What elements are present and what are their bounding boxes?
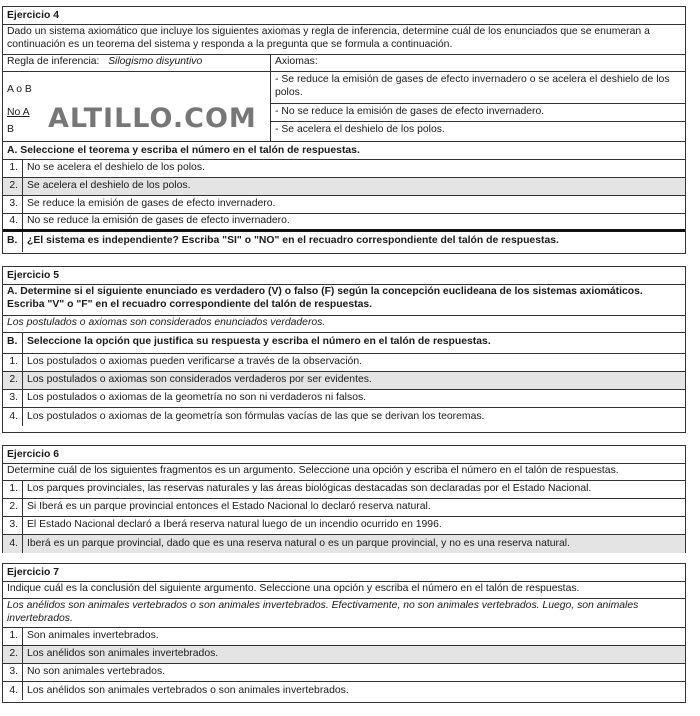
rule-axioms-header bbox=[3, 55, 685, 72]
option-text: No se reduce la emisión de gases de efecto invernadero. bbox=[27, 215, 290, 227]
ejercicio-5-question-a: A. Determine si el siguiente enunciado es verdadero (V) o falso (F) según la concepción euclideana de los sistemas axiomáticos. Escriba "V" o "F" en el recuadro correspondiente del talón de respuestas. bbox=[3, 285, 685, 316]
option-number: 4. bbox=[3, 682, 23, 700]
option-number: 2. bbox=[3, 646, 23, 663]
ejercicio-4-title: Ejercicio 4 bbox=[3, 7, 685, 25]
option-row bbox=[3, 499, 685, 517]
option-row bbox=[3, 682, 685, 700]
option-text: Son animales invertebrados. bbox=[27, 630, 159, 642]
premise-2: No A bbox=[7, 107, 30, 118]
option-text: Iberá es un parque provincial, dado que es una reserva natural o es un parque provincial, y no es una reserva natural. bbox=[27, 537, 570, 549]
axiom-2: - No se reduce la emisión de gases de efecto invernadero. bbox=[271, 104, 685, 122]
option-text: Los anélidos son animales invertebrados. bbox=[27, 648, 219, 660]
option-number: 1. bbox=[3, 160, 23, 177]
question-b-text: ¿El sistema es independiente? Escriba "SI" o "NO" en el recuadro correspondiente del talón de respuestas. bbox=[27, 235, 559, 246]
option-text: Los parques provinciales, las reservas naturales y las áreas biológicas destacadas son declaradas por el Estado Nacional. bbox=[27, 483, 592, 495]
option-number: 2. bbox=[3, 372, 23, 389]
option-text: Si Iberá es un parque provincial entonces el Estado Nacional lo declaró reserva natural. bbox=[27, 501, 431, 513]
option-number: 3. bbox=[3, 390, 23, 407]
axioms-list bbox=[271, 72, 685, 141]
premise-1: A o B bbox=[7, 84, 32, 95]
option-text: El Estado Nacional declaró a Iberá reserva natural luego de un incendio ocurrido en 1996. bbox=[27, 519, 442, 531]
ejercicio-7-title: Ejercicio 7 bbox=[3, 564, 685, 582]
ejercicio-5-title: Ejercicio 5 bbox=[3, 267, 685, 285]
option-number: 1. bbox=[3, 481, 23, 498]
option-row bbox=[3, 178, 685, 196]
option-text: Se reduce la emisión de gases de efecto invernadero. bbox=[27, 198, 276, 210]
option-number: 3. bbox=[3, 196, 23, 213]
ejercicio-7-argument: Los anélidos son animales vertebrados o son animales invertebrados. Efectivamente, no son animales vertebrados. Luego, son animales invertebrados. bbox=[3, 599, 685, 628]
option-number: 3. bbox=[3, 517, 23, 534]
option-text: Los postulados o axiomas de la geometría son fórmulas vacías de las que se derivan los teoremas. bbox=[27, 410, 485, 422]
option-text: Los postulados o axiomas son considerados verdaderos por ser evidentes. bbox=[27, 374, 372, 386]
rule-value: Silogismo disyuntivo bbox=[108, 56, 203, 67]
ejercicio-4-question-a: A. Seleccione el teorema y escriba el número en el talón de respuestas. bbox=[3, 142, 685, 160]
option-row bbox=[3, 160, 685, 178]
option-text: Se acelera el deshielo de los polos. bbox=[27, 180, 191, 192]
ejercicio-4-intro: Dado un sistema axiomático que incluye los siguientes axiomas y regla de inferencia, determine cuál de los enunciados que se enumeran a continuación es un teorema del sistema y responda a la pregunta que se formula a continuación. bbox=[3, 25, 685, 55]
option-row bbox=[3, 628, 685, 646]
option-number: 3. bbox=[3, 664, 23, 681]
option-number: 2. bbox=[3, 178, 23, 195]
option-row bbox=[3, 535, 685, 553]
option-number: 2. bbox=[3, 499, 23, 516]
option-row bbox=[3, 372, 685, 390]
ejercicio-5-statement: Los postulados o axiomas son considerados enunciados verdaderos. bbox=[3, 316, 685, 333]
ejercicio-6-title: Ejercicio 6 bbox=[3, 446, 685, 464]
option-number: 4. bbox=[3, 535, 23, 553]
premise-3: B bbox=[7, 124, 14, 135]
option-text: Los postulados o axiomas de la geometría no son ni verdaderos ni falsos. bbox=[27, 392, 367, 404]
option-row bbox=[3, 196, 685, 214]
ejercicio-6 bbox=[2, 445, 686, 553]
question-b-text: Seleccione la opción que justifica su respuesta y escriba el número en el talón de respuestas. bbox=[27, 336, 491, 347]
ejercicio-4-question-b bbox=[3, 232, 685, 252]
ejercicio-6-intro: Determine cuál de los siguientes fragmentos es un argumento. Seleccione una opción y escriba el número en el talón de respuestas. bbox=[3, 464, 685, 481]
question-b-letter: B. bbox=[3, 232, 23, 252]
option-text: No se acelera el deshielo de los polos. bbox=[27, 162, 205, 174]
option-text: Los anélidos son animales vertebrados o son animales invertebrados. bbox=[27, 684, 349, 696]
axiom-3: - Se acelera el deshielo de los polos. bbox=[275, 124, 445, 135]
ejercicio-7 bbox=[2, 563, 686, 703]
option-number: 4. bbox=[3, 408, 23, 426]
ejercicio-5 bbox=[2, 266, 686, 433]
axiom-1: - Se reduce la emisión de gases de efecto invernadero o se acelera el deshielo de los polos. bbox=[271, 72, 685, 104]
rule-label: Regla de inferencia: bbox=[7, 56, 100, 67]
option-row bbox=[3, 390, 685, 408]
option-row bbox=[3, 408, 685, 426]
ejercicio-5-question-b bbox=[3, 333, 685, 354]
option-row bbox=[3, 354, 685, 372]
option-row bbox=[3, 646, 685, 664]
option-number: 1. bbox=[3, 354, 23, 371]
option-row bbox=[3, 481, 685, 499]
option-number: 4. bbox=[3, 214, 23, 229]
option-row bbox=[3, 664, 685, 682]
watermark-logo: ALTILLO.COM bbox=[48, 103, 257, 134]
option-number: 1. bbox=[3, 628, 23, 645]
option-text: No son animales vertebrados. bbox=[27, 666, 166, 678]
rule-label-cell bbox=[3, 55, 271, 71]
question-b-letter: B. bbox=[3, 333, 23, 353]
option-row bbox=[3, 214, 685, 232]
ejercicio-7-intro: Indique cuál es la conclusión del siguiente argumento. Seleccione una opción y escriba el número en el talón de respuestas. bbox=[3, 582, 685, 599]
option-row bbox=[3, 517, 685, 535]
option-text: Los postulados o axiomas pueden verificarse a través de la observación. bbox=[27, 356, 363, 368]
axioms-label: Axiomas: bbox=[275, 56, 318, 67]
